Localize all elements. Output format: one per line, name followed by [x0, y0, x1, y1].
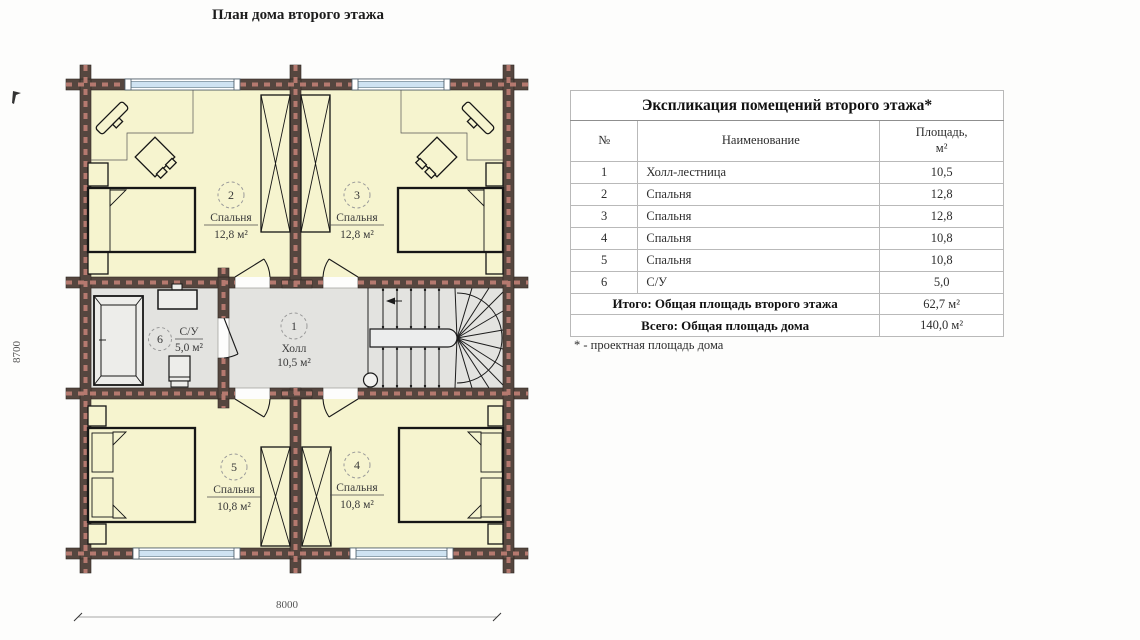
nightstand	[488, 524, 503, 544]
nightstand	[88, 524, 106, 544]
window	[350, 548, 453, 559]
nightstand	[486, 163, 503, 186]
bed-icon	[88, 428, 195, 522]
table-row	[571, 228, 1004, 250]
col-header-area	[880, 121, 1004, 162]
table-row	[571, 206, 1004, 228]
stray-mark	[12, 91, 21, 104]
svg-text:12,8 м²: 12,8 м²	[214, 229, 248, 241]
floor-plan	[0, 0, 560, 640]
svg-text:Холл: Холл	[281, 343, 307, 355]
col-header-area-line2: м²	[935, 141, 948, 155]
svg-text:12,8 м²: 12,8 м²	[340, 229, 374, 241]
hall-floor	[229, 288, 368, 388]
dimension-width: 8000	[276, 599, 298, 611]
stair-stringer	[370, 329, 457, 347]
svg-text:Спальня: Спальня	[210, 212, 252, 224]
row-name: Холл-лестница	[638, 162, 880, 184]
row-area: 10,8	[880, 250, 1004, 272]
bathtub-icon	[94, 296, 143, 385]
row-num: 3	[571, 206, 638, 228]
table-header-row	[571, 121, 1004, 162]
total-label: Всего: Общая площадь дома	[571, 315, 880, 337]
nightstand	[88, 163, 108, 186]
row-name: С/У	[638, 272, 880, 294]
row-num: 6	[571, 272, 638, 294]
wardrobe-icon	[302, 447, 331, 546]
table-row	[571, 184, 1004, 206]
svg-text:10,8 м²: 10,8 м²	[340, 499, 374, 511]
svg-text:5: 5	[231, 460, 237, 474]
row-num: 4	[571, 228, 638, 250]
row-name: Спальня	[638, 206, 880, 228]
col-header-num: №	[571, 121, 638, 162]
total-value: 62,7 м²	[880, 294, 1004, 315]
window	[352, 79, 450, 90]
bed-icon	[88, 188, 195, 252]
table-total-row	[571, 315, 1004, 337]
svg-text:6: 6	[157, 332, 163, 346]
window	[125, 79, 240, 90]
nightstand	[488, 406, 503, 426]
svg-text:Спальня: Спальня	[336, 212, 378, 224]
nightstand	[486, 252, 503, 274]
svg-text:5,0 м²: 5,0 м²	[175, 342, 203, 354]
wardrobe-icon	[301, 95, 330, 232]
table-row	[571, 272, 1004, 294]
row-area: 12,8	[880, 184, 1004, 206]
dimension-height: 8700	[11, 341, 23, 363]
svg-text:10,8 м²: 10,8 м²	[217, 501, 251, 513]
row-area: 5,0	[880, 272, 1004, 294]
svg-text:С/У: С/У	[179, 326, 199, 338]
col-header-name: Наименование	[638, 121, 880, 162]
total-value: 140,0 м²	[880, 315, 1004, 337]
row-name: Спальня	[638, 250, 880, 272]
newel-post	[364, 373, 378, 387]
table-row	[571, 250, 1004, 272]
svg-text:3: 3	[354, 188, 360, 202]
row-area: 10,5	[880, 162, 1004, 184]
table-title: Экспликация помещений второго этажа*	[571, 91, 1004, 121]
svg-text:10,5 м²: 10,5 м²	[277, 357, 311, 369]
bed-icon	[399, 428, 503, 522]
wardrobe-icon	[261, 95, 290, 232]
page-title: План дома второго этажа	[212, 7, 384, 23]
wardrobe-icon	[261, 447, 290, 546]
nightstand	[88, 406, 106, 426]
bed-icon	[398, 188, 503, 252]
row-num: 5	[571, 250, 638, 272]
svg-text:4: 4	[354, 458, 360, 472]
col-header-area-line1: Площадь,	[915, 125, 968, 140]
row-num: 1	[571, 162, 638, 184]
explication-table	[570, 90, 1004, 337]
row-area: 12,8	[880, 206, 1004, 228]
table-total-row	[571, 294, 1004, 315]
table-title-row	[571, 91, 1004, 121]
table-row	[571, 162, 1004, 184]
total-label: Итого: Общая площадь второго этажа	[571, 294, 880, 315]
row-name: Спальня	[638, 228, 880, 250]
table-footnote: * - проектная площадь дома	[574, 338, 724, 352]
svg-text:Спальня: Спальня	[213, 484, 255, 496]
row-area: 10,8	[880, 228, 1004, 250]
nightstand	[88, 252, 108, 274]
svg-text:1: 1	[291, 319, 297, 333]
svg-text:Спальня: Спальня	[336, 482, 378, 494]
window	[133, 548, 240, 559]
row-name: Спальня	[638, 184, 880, 206]
toilet-icon	[169, 356, 190, 387]
svg-text:2: 2	[228, 188, 234, 202]
row-num: 2	[571, 184, 638, 206]
